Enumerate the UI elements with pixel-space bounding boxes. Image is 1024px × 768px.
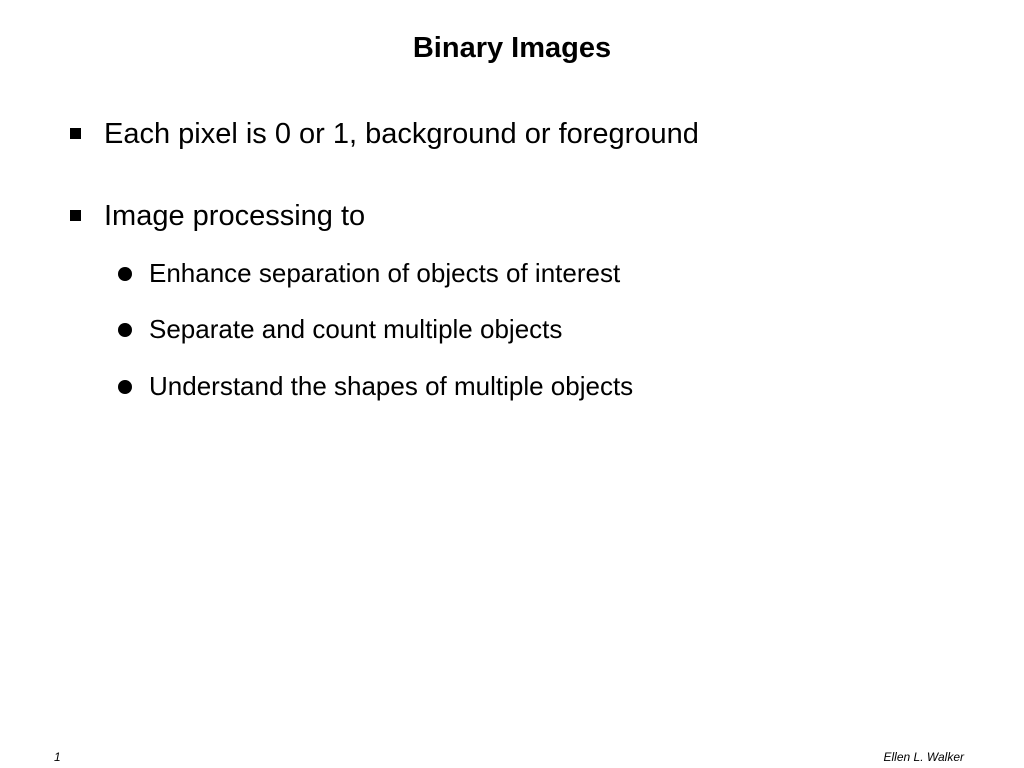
square-bullet-icon (70, 128, 81, 139)
footer-author: Ellen L. Walker (883, 750, 964, 764)
sub-bullet-text: Separate and count multiple objects (149, 314, 563, 344)
square-bullet-icon (70, 210, 81, 221)
bullet-text: Each pixel is 0 or 1, background or foreground (104, 118, 699, 150)
page-number: 1 (54, 750, 61, 764)
round-bullet-icon (118, 323, 132, 337)
slide-title: Binary Images (412, 32, 612, 64)
sub-bullet-text: Enhance separation of objects of interest (149, 258, 621, 288)
round-bullet-icon (118, 380, 132, 394)
sub-bullet-text: Understand the shapes of multiple objects (149, 371, 634, 401)
bullet-text: Image processing to (104, 200, 366, 232)
round-bullet-icon (118, 267, 132, 281)
